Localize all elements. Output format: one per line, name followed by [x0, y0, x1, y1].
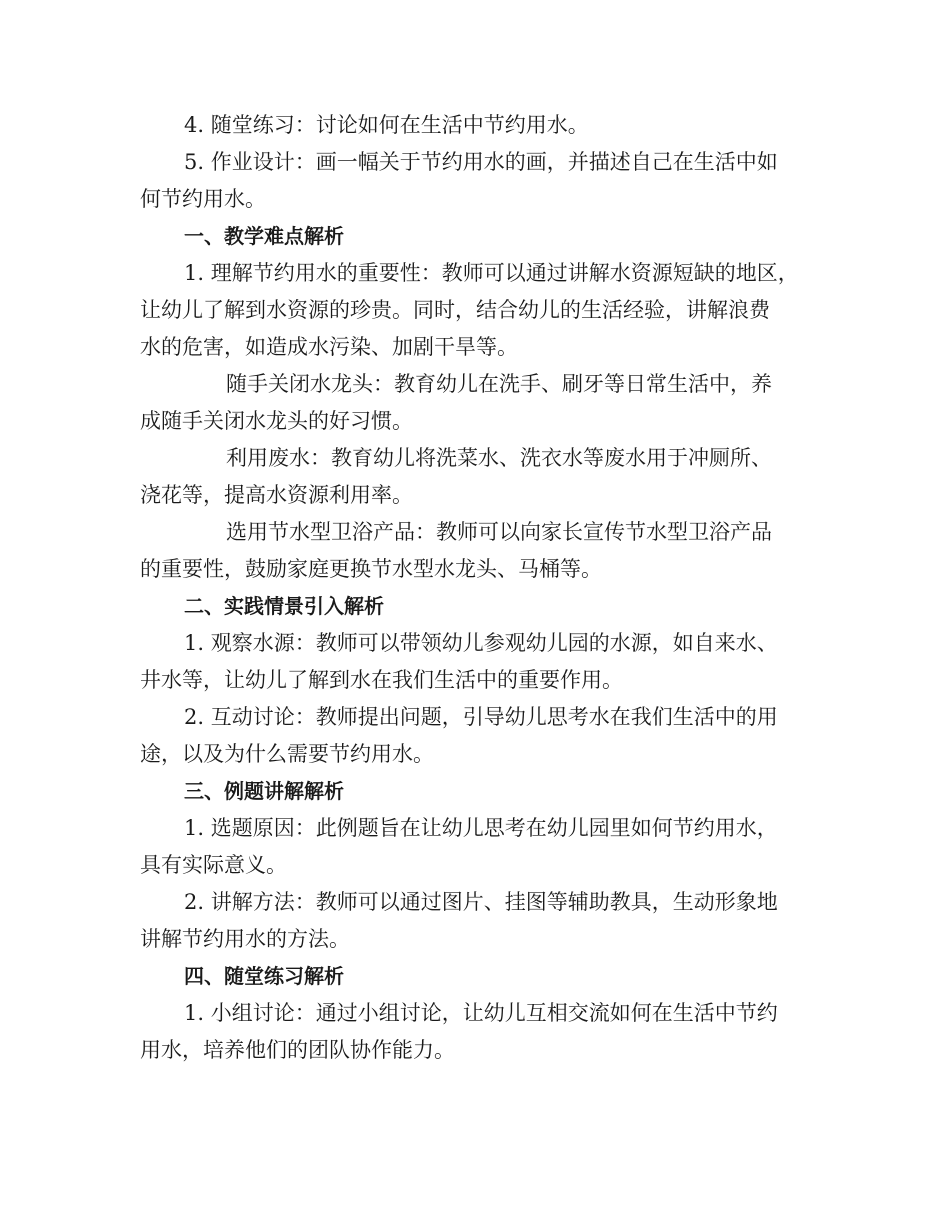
document-body: [140, 107, 810, 1069]
paragraph-line: 讲解节约用水的方法。: [140, 927, 350, 951]
paragraph-line: 2. 讲解方法：教师可以通过图片、挂图等辅助教具，生动形象地: [184, 890, 778, 914]
paragraph-line: 1. 观察水源：教师可以带领幼儿参观幼儿园的水源，如自来水、: [184, 631, 778, 655]
section-heading: 一、教学难点解析: [184, 224, 344, 248]
paragraph-line: 利用废水：教育幼儿将洗菜水、洗衣水等废水用于冲厕所、: [226, 446, 772, 470]
paragraph-line: 具有实际意义。: [140, 853, 287, 877]
paragraph-line: 井水等，让幼儿了解到水在我们生活中的重要作用。: [140, 668, 623, 692]
section-heading: 四、随堂练习解析: [184, 964, 344, 988]
paragraph-line: 5. 作业设计：画一幅关于节约用水的画，并描述自己在生活中如: [184, 150, 778, 174]
section-heading: 三、例题讲解解析: [184, 779, 344, 803]
paragraph-line: 1. 选题原因：此例题旨在让幼儿思考在幼儿园里如何节约用水，: [184, 816, 778, 840]
paragraph-line: 用水，培养他们的团队协作能力。: [140, 1038, 455, 1062]
paragraph-line: 1. 理解节约用水的重要性：教师可以通过讲解水资源短缺的地区，: [184, 261, 799, 285]
paragraph-line: 成随手关闭水龙头的好习惯。: [140, 409, 413, 433]
paragraph-line: 2. 互动讨论：教师提出问题，引导幼儿思考水在我们生活中的用: [184, 705, 778, 729]
paragraph-line: 1. 小组讨论：通过小组讨论，让幼儿互相交流如何在生活中节约: [184, 1001, 778, 1025]
paragraph-line: 水的危害，如造成水污染、加剧干旱等。: [140, 335, 518, 359]
paragraph-line: 随手关闭水龙头：教育幼儿在洗手、刷牙等日常生活中，养: [226, 372, 772, 396]
paragraph-line: 浇花等，提高水资源利用率。: [140, 483, 413, 507]
paragraph-line: 让幼儿了解到水资源的珍贵。同时，结合幼儿的生活经验，讲解浪费: [140, 298, 770, 322]
section-heading: 二、实践情景引入解析: [184, 594, 384, 618]
paragraph-line: 途，以及为什么需要节约用水。: [140, 742, 434, 766]
paragraph-line: 选用节水型卫浴产品：教师可以向家长宣传节水型卫浴产品: [226, 520, 772, 544]
paragraph-line: 何节约用水。: [140, 187, 266, 211]
paragraph-line: 的重要性，鼓励家庭更换节水型水龙头、马桶等。: [140, 557, 602, 581]
paragraph-line: 4. 随堂练习：讨论如何在生活中节约用水。: [184, 113, 589, 137]
